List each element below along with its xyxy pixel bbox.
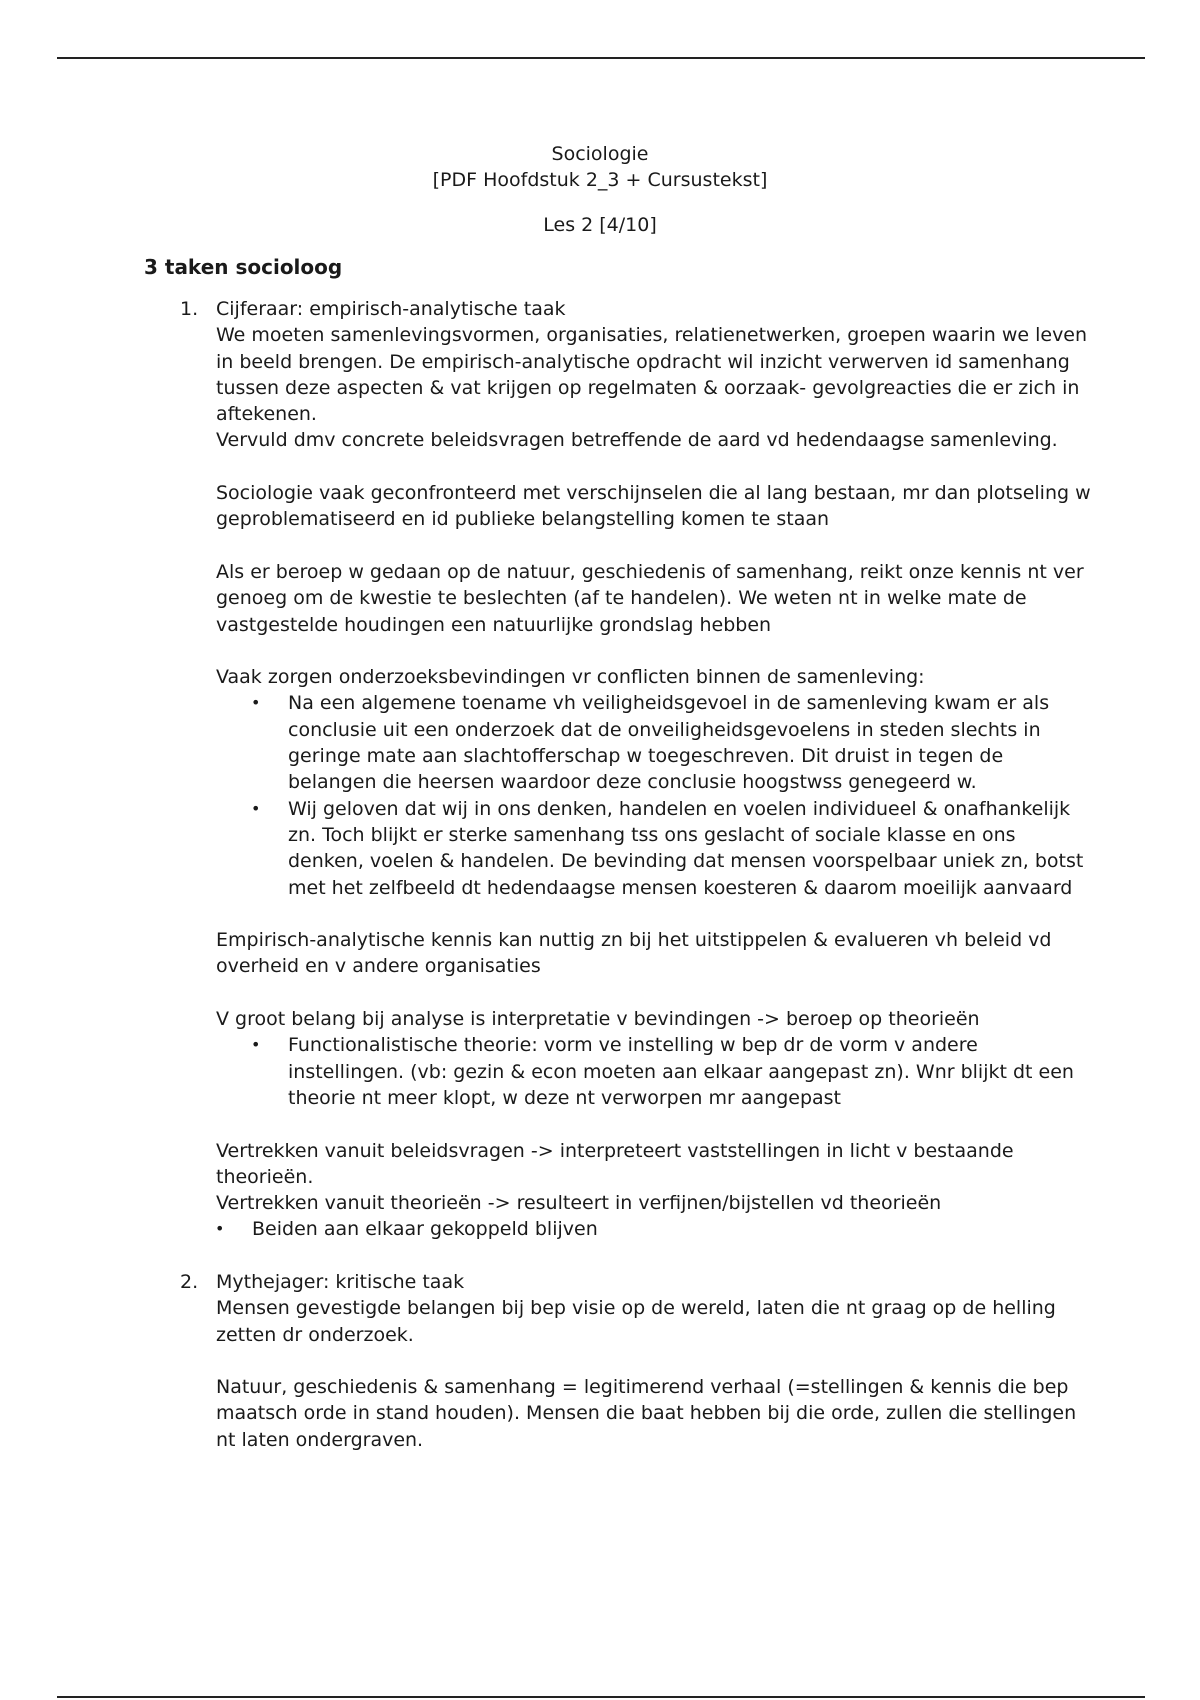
header-rule	[57, 57, 1145, 59]
paragraph: Vervuld dmv concrete beleidsvragen betreffende de aard vd hedendaagse samenleving.	[216, 429, 1058, 452]
paragraph: Vertrekken vanuit theorieën -> resulteert in verfijnen/bijstellen vd theorieën	[216, 1192, 942, 1215]
paragraph: Sociologie vaak geconfronteerd met verschijnselen die al lang bestaan, mr dan plotseling w geproblematiseerd en id publieke belangstelling komen te staan	[216, 482, 1091, 531]
paragraph: We moeten samenlevingsvormen, organisaties, relatienetwerken, groepen waarin we leven in beeld brengen. De empirisch-analytische opdracht wil inzicht verwerven id samenhang tussen deze aspecten & vat krijgen op regelmaten & oorzaak- gevolgreacties die er zich in aftekenen.	[216, 324, 1088, 426]
task-2-number: 2.	[180, 1270, 199, 1293]
document-subtitle: [PDF Hoofdstuk 2_3 + Cursustekst]	[432, 169, 768, 191]
bullet-icon: •	[251, 798, 261, 818]
paragraph: Vertrekken vanuit beleidsvragen -> interpreteert vaststellingen in licht v bestaande theorieën.	[216, 1139, 1014, 1188]
footer-rule	[57, 1696, 1145, 1698]
paragraph: V groot belang bij analyse is interpretatie v bevindingen -> beroep op theorieën	[216, 1008, 980, 1031]
list-item: • Beiden aan elkaar gekoppeld blijven	[252, 1216, 1096, 1242]
bullet-list	[216, 1216, 1096, 1242]
paragraph: Mensen gevestigde belangen bij bep visie op de wereld, laten die nt graag op de helling zetten dr onderzoek.	[216, 1297, 1056, 1346]
list-item: • Functionalistische theorie: vorm ve instelling w bep dr de vorm v andere instellingen. (vb: gezin & econ moeten aan elkaar aangepast zn). Wnr blijkt dt een theorie nt meer klopt, w deze nt verworpen mr aangepast	[251, 1034, 1074, 1109]
paragraph: Vaak zorgen onderzoeksbevindingen vr conflicten binnen de samenleving:	[216, 666, 925, 689]
bullet-icon: •	[251, 1035, 261, 1055]
task-1-title: Cijferaar: empirisch-analytische taak	[216, 298, 566, 320]
list-item: • Na een algemene toename vh veiligheidsgevoel in de samenleving kwam er als conclusie uit een onderzoek dat de onveiligheidsgevoelens in steden slechts in geringe mate aan slachtofferschap w toegeschreven. Dit druist in tegen de belangen die heersen waardoor deze conclusie hoogstwss genegeerd w.	[251, 692, 1050, 794]
paragraph: Als er beroep w gedaan op de natuur, geschiedenis of samenhang, reikt onze kennis nt ver genoeg om de kwestie te beslechten (af te handelen). We weten nt in welke mate de vastgestelde houdingen een natuurlijke grondslag hebben	[216, 560, 1084, 636]
paragraph: Empirisch-analytische kennis kan nuttig zn bij het uitstippelen & evalueren vh beleid vd overheid en v andere organisaties	[216, 929, 1052, 978]
task-2-title: Mythejager: kritische taak	[216, 1270, 465, 1293]
document-title: Sociologie	[551, 143, 649, 165]
document-body	[180, 296, 1096, 1453]
task-1-number: 1.	[180, 298, 199, 320]
bullet-icon: •	[215, 1219, 225, 1239]
bullet-icon: •	[251, 693, 261, 713]
lesson-label: Les 2 [4/10]	[543, 214, 657, 236]
bullet-list	[216, 690, 1096, 900]
list-item: • Wij geloven dat wij in ons denken, handelen en voelen individueel & onafhankelijk zn. Toch blijkt er sterke samenhang tss ons geslacht of sociale klasse en ons denken, voelen & handelen. De bevinding dat mensen voorspelbaar uniek zn, botst met het zelfbeeld dt hedendaagse mensen koesteren & daarom moeilijk aanvaard	[251, 797, 1084, 899]
bullet-list	[216, 1032, 1096, 1111]
paragraph: Natuur, geschiedenis & samenhang = legitimerend verhaal (=stellingen & kennis die bep maatsch orde in stand houden). Mensen die baat hebben bij die orde, zullen die stellingen nt laten ondergraven.	[216, 1376, 1077, 1451]
task-1	[180, 296, 1096, 1243]
task-2	[180, 1269, 1096, 1453]
section-heading: 3 taken socioloog	[144, 255, 343, 279]
